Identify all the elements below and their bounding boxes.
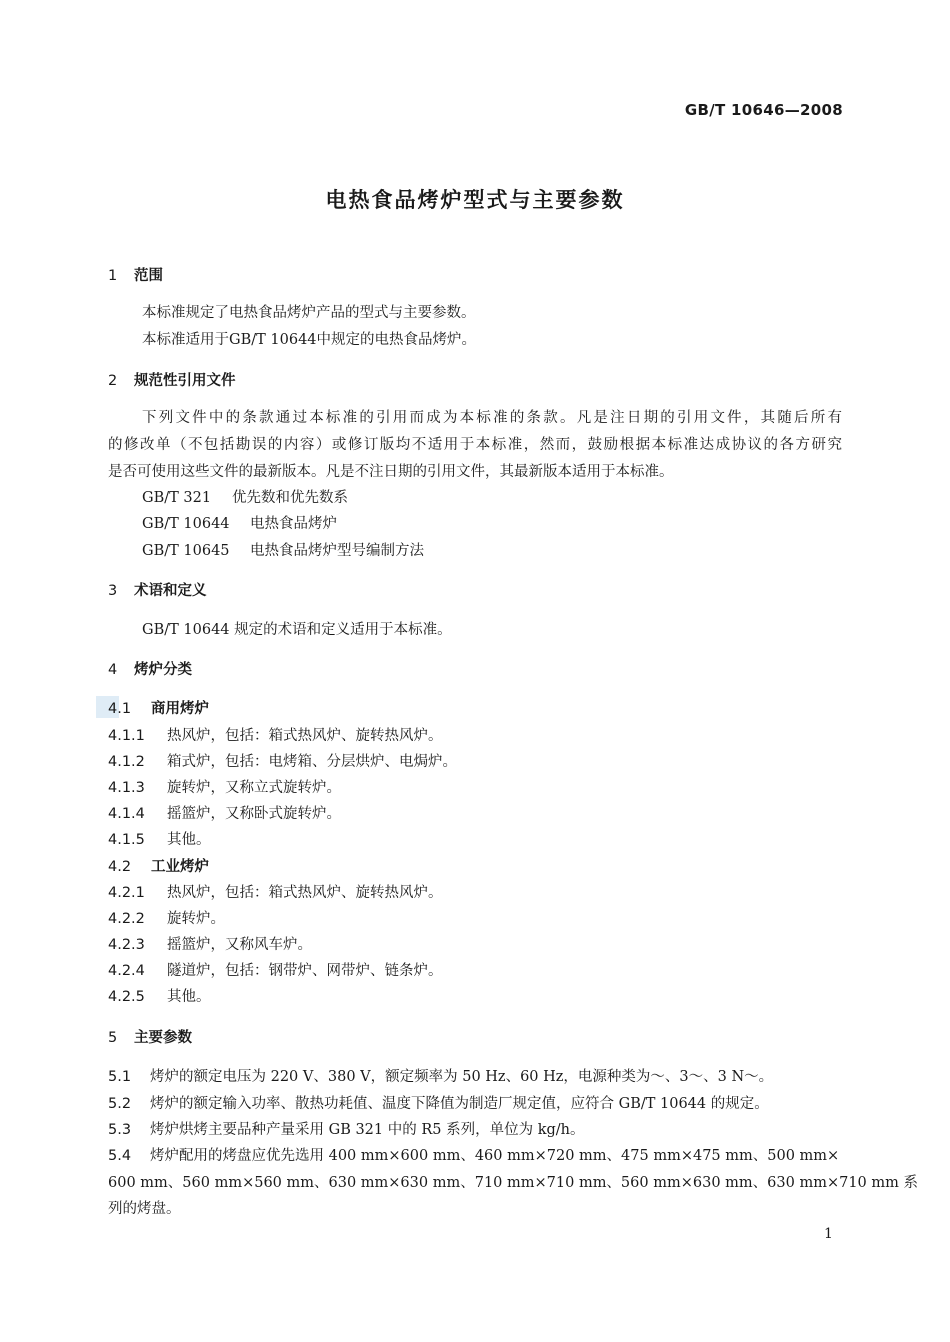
clause-number: 4.2.4 bbox=[108, 963, 145, 979]
clause-item bbox=[108, 1096, 769, 1113]
section-number: 3 bbox=[108, 583, 118, 599]
clause-item bbox=[108, 963, 443, 980]
clause-text: 其他。 bbox=[167, 989, 211, 1005]
clause-number: 5.4 bbox=[108, 1148, 132, 1164]
clause-item bbox=[108, 989, 211, 1006]
clause-text-line-1: 烤炉配用的烤盘应优先选用 400 mm×600 mm、460 mm×720 mm、475 mm×475 mm、500 mm× bbox=[150, 1148, 840, 1164]
clause-text: 其他。 bbox=[167, 832, 211, 848]
subsection-4-1-heading bbox=[108, 701, 209, 718]
reference-item bbox=[142, 490, 348, 507]
page-number: 1 bbox=[824, 1226, 833, 1242]
clause-number: 4.1.2 bbox=[108, 754, 145, 770]
section-number: 5 bbox=[108, 1030, 118, 1046]
clause-text: 摇篮炉，又称卧式旋转炉。 bbox=[167, 806, 341, 822]
section-title: 规范性引用文件 bbox=[134, 373, 236, 389]
clause-number: 4.2.3 bbox=[108, 937, 145, 953]
section-title: 主要参数 bbox=[134, 1030, 192, 1046]
clause-item bbox=[108, 806, 341, 823]
clause-text: 摇篮炉，又称风车炉。 bbox=[167, 937, 312, 953]
clause-item bbox=[108, 937, 312, 954]
reference-code: GB/T 10644 bbox=[142, 516, 230, 532]
subsection-title: 工业烤炉 bbox=[151, 859, 209, 875]
reference-title: 电热食品烤炉 bbox=[250, 516, 337, 532]
section-title: 术语和定义 bbox=[134, 583, 207, 599]
clause-number: 4.1.4 bbox=[108, 806, 145, 822]
section-2-heading bbox=[108, 373, 236, 390]
clause-number: 4.2.1 bbox=[108, 885, 145, 901]
clause-item bbox=[108, 885, 443, 902]
clause-text: 旋转炉。 bbox=[167, 911, 225, 927]
clause-number: 5.2 bbox=[108, 1096, 132, 1112]
document-title: 电热食品烤炉型式与主要参数 bbox=[325, 188, 625, 212]
clause-text: 热风炉，包括：箱式热风炉、旋转热风炉。 bbox=[167, 885, 443, 901]
clause-number: 4.1.3 bbox=[108, 780, 145, 796]
subsection-title: 商用烤炉 bbox=[151, 701, 209, 717]
reference-item bbox=[142, 516, 337, 533]
clause-item bbox=[108, 911, 225, 928]
clause-number: 5.1 bbox=[108, 1069, 132, 1085]
section-5-heading bbox=[108, 1030, 192, 1047]
section-2-paragraph-line-2: 的修改单（不包括勘误的内容）或修订版均不适用于本标准，然而，鼓励根据本标准达成协议的各方研究 bbox=[108, 437, 842, 453]
clause-text: 烤炉烘烤主要品种产量采用 GB 321 中的 R5 系列，单位为 kg/h。 bbox=[150, 1122, 585, 1138]
clause-number: 4.1.1 bbox=[108, 728, 145, 744]
subsection-number: 4.1 bbox=[108, 701, 132, 717]
section-number: 4 bbox=[108, 662, 118, 678]
reference-title: 电热食品烤炉型号编制方法 bbox=[250, 543, 424, 559]
clause-text: 隧道炉，包括：钢带炉、网带炉、链条炉。 bbox=[167, 963, 443, 979]
section-2-paragraph-line-3: 是否可使用这些文件的最新版本。凡是不注日期的引用文件，其最新版本适用于本标准。 bbox=[108, 464, 674, 480]
reference-title: 优先数和优先数系 bbox=[232, 490, 348, 506]
clause-item bbox=[108, 1069, 773, 1086]
clause-text: 烤炉的额定电压为 220 V、380 V，额定频率为 50 Hz、60 Hz，电源种类为～、3～、3 N～。 bbox=[150, 1069, 774, 1085]
clause-number: 4.1.5 bbox=[108, 832, 145, 848]
clause-number: 4.2.2 bbox=[108, 911, 145, 927]
section-3-paragraph: GB/T 10644 规定的术语和定义适用于本标准。 bbox=[142, 622, 452, 638]
section-title: 范围 bbox=[134, 268, 163, 284]
clause-item bbox=[108, 832, 211, 849]
reference-code: GB/T 10645 bbox=[142, 543, 230, 559]
section-2-paragraph-line-1: 下列文件中的条款通过本标准的引用而成为本标准的条款。凡是注日期的引用文件，其随后所有 bbox=[142, 410, 842, 426]
clause-item bbox=[108, 728, 443, 745]
reference-code: GB/T 321 bbox=[142, 490, 212, 506]
clause-number: 4.2.5 bbox=[108, 989, 145, 1005]
section-1-heading bbox=[108, 268, 163, 285]
reference-item bbox=[142, 543, 424, 560]
clause-text: 旋转炉，又称立式旋转炉。 bbox=[167, 780, 341, 796]
section-number: 1 bbox=[108, 268, 118, 284]
section-1-paragraph-1: 本标准规定了电热食品烤炉产品的型式与主要参数。 bbox=[142, 305, 476, 321]
clause-number: 5.3 bbox=[108, 1122, 132, 1138]
clause-text-line-3: 列的烤盘。 bbox=[108, 1201, 181, 1217]
clause-text-line-2: 600 mm、560 mm×560 mm、630 mm×630 mm、710 mm×710 mm、560 mm×630 mm、630 mm×710 mm 系 bbox=[108, 1175, 918, 1191]
clause-item bbox=[108, 754, 457, 771]
clause-text: 烤炉的额定输入功率、散热功耗值、温度下降值为制造厂规定值，应符合 GB/T 10644 的规定。 bbox=[150, 1096, 769, 1112]
clause-text: 箱式炉，包括：电烤箱、分层烘炉、电焗炉。 bbox=[167, 754, 457, 770]
section-title: 烤炉分类 bbox=[134, 662, 192, 678]
clause-item bbox=[108, 1148, 839, 1165]
section-number: 2 bbox=[108, 373, 118, 389]
section-3-heading bbox=[108, 583, 207, 600]
subsection-number: 4.2 bbox=[108, 859, 132, 875]
clause-item bbox=[108, 1122, 585, 1139]
standard-code: GB/T 10646—2008 bbox=[684, 101, 843, 119]
subsection-4-2-heading bbox=[108, 859, 209, 876]
clause-text: 热风炉，包括：箱式热风炉、旋转热风炉。 bbox=[167, 728, 443, 744]
section-4-heading bbox=[108, 662, 192, 679]
clause-item bbox=[108, 780, 341, 797]
section-1-paragraph-2: 本标准适用于GB/T 10644中规定的电热食品烤炉。 bbox=[142, 332, 477, 348]
